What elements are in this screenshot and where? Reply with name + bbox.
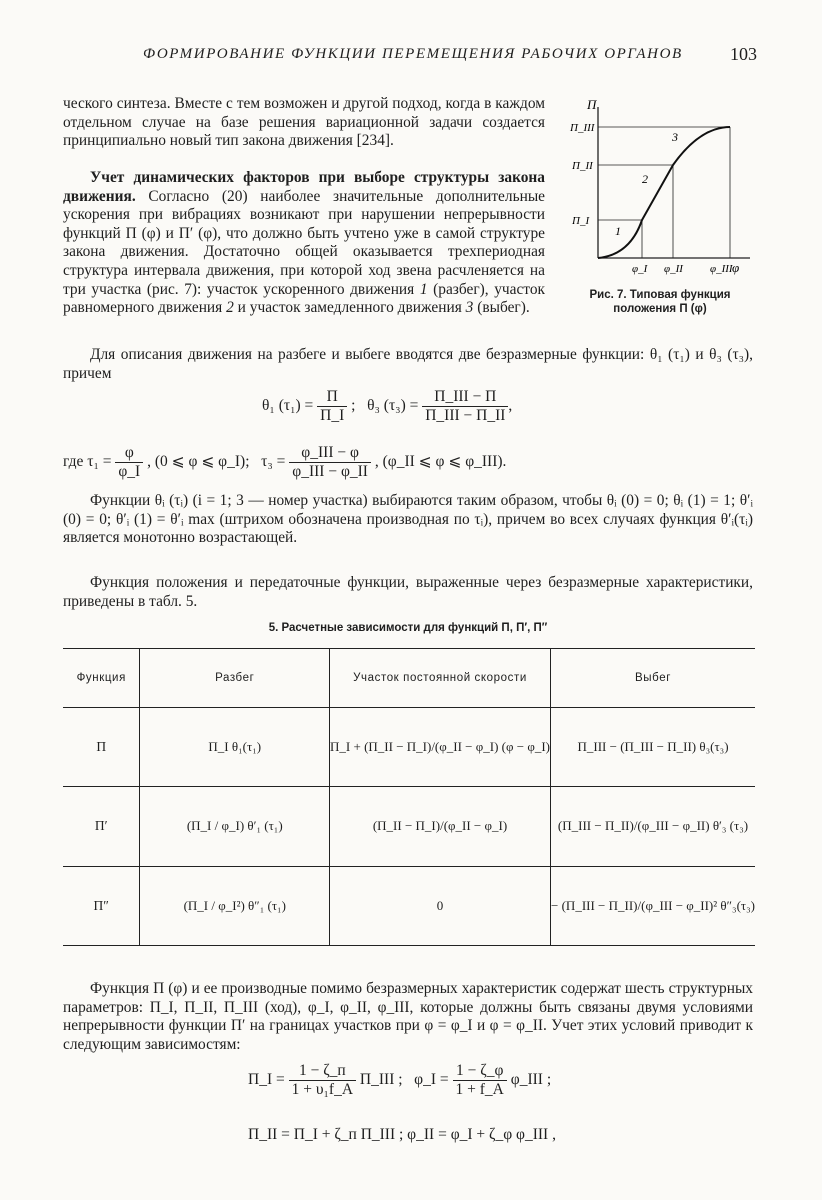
cell-razbeg: (П_I / φ_I) θ′₁ (τ₁) [140, 787, 330, 866]
segment-3-label: 3 [672, 130, 678, 144]
cell-func: П [63, 708, 140, 787]
position-curve [598, 127, 730, 258]
table-caption: 5. Расчетные зависимости для функций П, П′, П″ [268, 622, 548, 634]
tick-2-label: φ_II [664, 263, 683, 275]
page-number: 103 [730, 44, 757, 64]
level-3-label: П_III [570, 122, 595, 134]
bottom-paragraph: Функция П (φ) и ее производные помимо безразмерных характеристик содержат шесть структурных параметров: П_I, П_II, П_III (ход), φ_I, φ_II, φ_III, которые должны быть связаны двумя условиями непрерывности функции П′ на границах участков при φ = φ_I и φ = φ_II. Учет этих условий приводит к следующим зависимостям: [63, 980, 753, 1053]
equation-tau: где τ₁ = $\frac{\varphi}{\varphi\_I}$ , (0 ⩽ φ ⩽ φ_I); τ₃ = $\frac{\text{φ\_III − φ}}{\text{φ\_III − φ\_II}}$ , (φ_II ⩽ φ ⩽ φ_III). [63, 444, 507, 480]
cell-uniform: 0 [330, 866, 551, 945]
header-vybeg: Выбег [551, 649, 755, 708]
dimensionless-paragraph: Для описания движения на разбеге и выбеге вводятся две безразмерные функции: θ₁ (τ₁) и θ₃ (τ₃), причем [63, 346, 753, 382]
cell-func: П′ [63, 787, 140, 866]
cell-vybeg: − (П_III − П_II)/(φ_III − φ_II)² θ″₃(τ₃) [551, 866, 755, 945]
figure-caption: Рис. 7. Типовая функция положения П (φ) [589, 289, 731, 315]
formula-table [63, 648, 755, 946]
equation-structural-params: П_I = $\frac{1 - \zeta\_п}{\text{1 + υ₁f\_A}}$ П_III ; φ_I = $\frac{1 - \zeta\_\varphi}{1 + f\_A}$ φ_III ; [248, 1062, 552, 1098]
header-function: Функция [63, 649, 140, 708]
figure-7-plot [560, 95, 760, 285]
functions-paragraph: Функции θᵢ (τᵢ) (i = 1; 3 — номер участка) выбираются таким образом, чтобы θᵢ (0) = 0; θᵢ (1) = 1; θ′ᵢ (0) = 0; θ′ᵢ (1) = θ′ᵢ max (штрихом обозначена производная по τᵢ), причем во всех случаях функция θ′ᵢ(τᵢ) является монотонно возрастающей. [63, 492, 753, 547]
header-uniform: Участок постоянной скорости [330, 649, 551, 708]
equation-continuity: П_II = П_I + ζ_п П_III ; φ_II = φ_I + ζ_φ φ_III , [248, 1126, 556, 1143]
running-title: ФОРМИРОВАНИЕ ФУНКЦИИ ПЕРЕМЕЩЕНИЯ РАБОЧИХ ОРГАНОВ [143, 46, 683, 62]
segment-2-label: 2 [642, 172, 648, 186]
segment-1-label: 1 [615, 224, 621, 238]
cell-razbeg: П_I θ₁(τ₁) [140, 708, 330, 787]
equation-theta: θ₁ (τ₁) = $\frac{П}{П\_I}$ ; θ₃ (τ₃) = $\frac{\text{П\_III − П}}{\text{П\_III − П\_II}}$ , [262, 388, 513, 424]
table-row [63, 787, 755, 866]
table-row [63, 708, 755, 787]
level-2-label: П_II [572, 160, 593, 172]
table-header-row [63, 649, 755, 708]
position-fn-paragraph: Функция положения и передаточные функции, выраженные через безразмерные характеристики, приведены в табл. 5. [63, 574, 753, 610]
intro-paragraph: ческого синтеза. Вместе с тем возможен и другой подход, когда в каждом отдельном случае на базе решения вариационной задачи создается принципиально новый тип закона движения [234]. [63, 95, 545, 150]
cell-vybeg: П_III − (П_III − П_II) θ₃(τ₃) [551, 708, 755, 787]
cell-razbeg: (П_I / φ_I²) θ″₁ (τ₁) [140, 866, 330, 945]
cell-func: П″ [63, 866, 140, 945]
tick-3-label: φ_III [710, 263, 733, 275]
cell-vybeg: (П_III − П_II)/(φ_III − φ_II) θ′₃ (τ₃) [551, 787, 755, 866]
section-paragraph: Учет динамических факторов при выборе структуры закона движения. Согласно (20) наиболее значительные дополнительные ускорения при вибрациях возникают при нарушении непрерывности функций П (φ) и П′ (φ), что должно быть учтено уже в самой структуре закона движения. Достаточно общей оказывается трехпериодная структура интервала движения, при которой ход звена расчленяется на три участка (рис. 7): участок ускоренного движения 1 (разбег), участок равномерного движения 2 и участок замедленного движения 3 (выбег). [63, 169, 545, 317]
section-heading: Учет динамических факторов при выборе структуры закона движения. [63, 169, 545, 205]
tick-1-label: φ_I [632, 263, 648, 275]
level-1-label: П_I [572, 215, 590, 227]
cell-uniform: (П_II − П_I)/(φ_II − φ_I) [330, 787, 551, 866]
axis-x-label: φ [732, 260, 740, 275]
header-razbeg: Разбег [140, 649, 330, 708]
table-row [63, 866, 755, 945]
axis-y-label: П [587, 97, 597, 112]
cell-uniform: П_I + (П_II − П_I)/(φ_II − φ_I) (φ − φ_I) [330, 708, 551, 787]
